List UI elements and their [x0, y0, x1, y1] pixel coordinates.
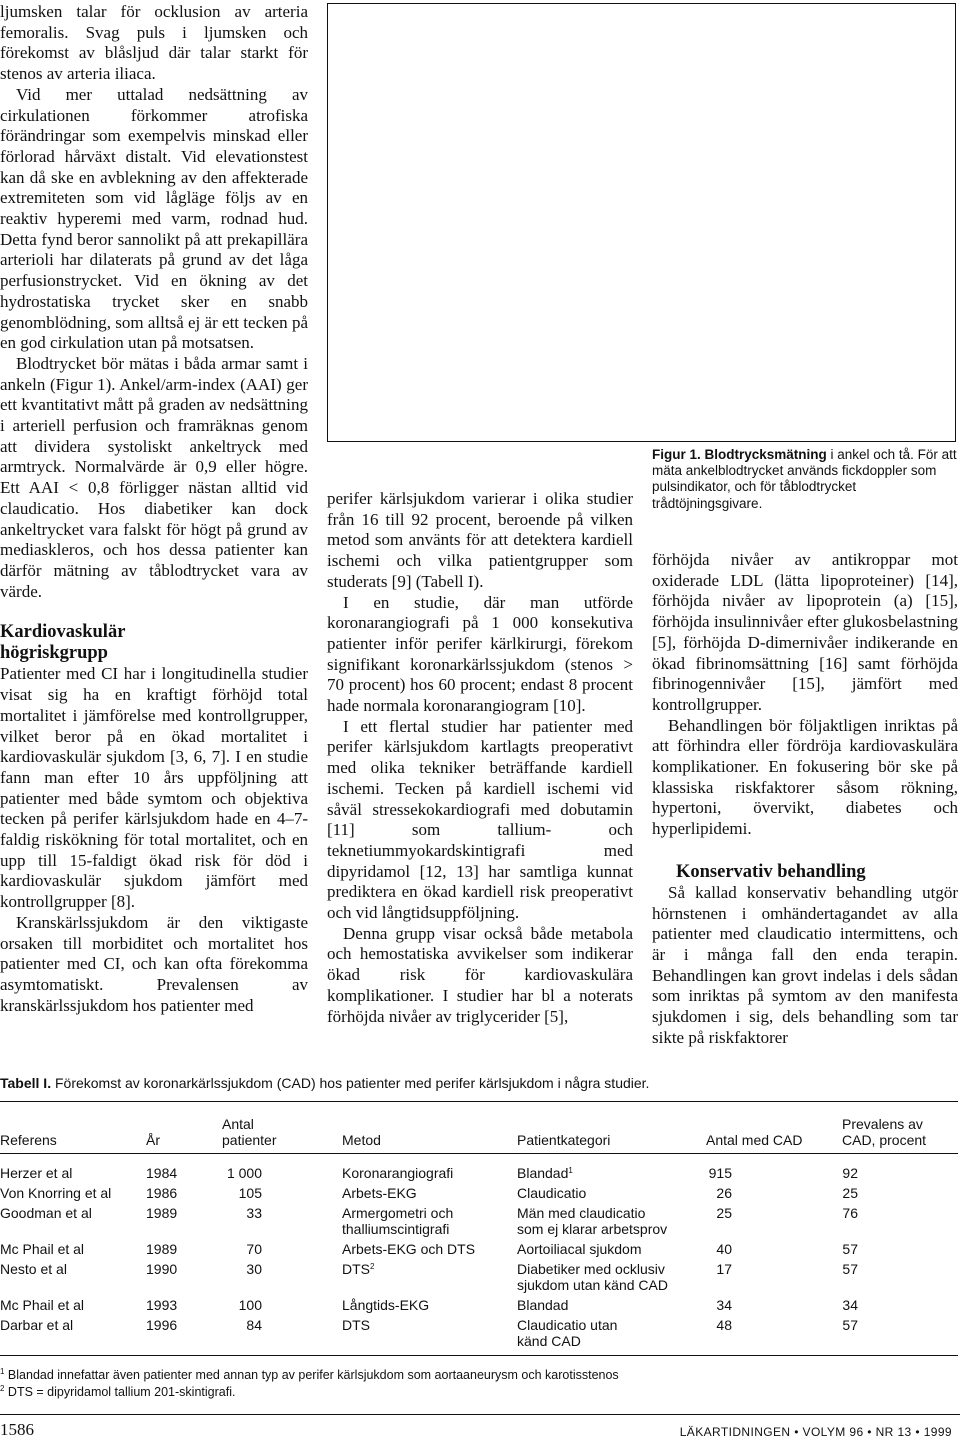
header-patientkategori: Patientkategori — [517, 1132, 611, 1148]
paragraph: perifer kärlsjukdom varierar i olika studier från 16 till 92 procent, beroende på vilken metod som använts för att detektera kardiell ischemi och vilka patientgrupper som studerats [9] (Tabell I). — [327, 489, 633, 591]
paragraph: förhöjda nivåer av antikroppar mot oxiderade LDL (lätta lipoproteiner) [14], förhöjda nivåer av lipoprotein (a) [15], förhöjda insulinnivåer efter glukosbelastning [5], förhöjda D-dimernivåer indikerande en ökad fibrinomsättning [16] samt förhöjda fibrinogennivåer [15], jämfört med kontrollgrupper. — [652, 550, 958, 714]
table-cell: 92 — [842, 1165, 858, 1181]
header-ar: År — [146, 1132, 160, 1148]
data-table — [0, 1075, 958, 1355]
footnote-text: Blandad innefattar även patienter med annan typ av perifer kärlsjukdom som aortaaneurysm och karotisstenos — [4, 1368, 619, 1382]
table-cell: Långtids-EKG — [342, 1297, 430, 1313]
table-caption-text: Förekomst av koronarkärlssjukdom (CAD) hos patienter med perifer kärlsjukdom i några studier. — [51, 1075, 650, 1091]
table-cell: 70 — [246, 1241, 262, 1257]
table-cell: 33 — [246, 1205, 262, 1221]
text-column-1 — [0, 2, 308, 1016]
table-cell: 84 — [246, 1317, 262, 1333]
table-cell: Nesto et al — [0, 1261, 67, 1277]
paragraph: ljumsken talar för ocklusion av arteria femoralis. Svag puls i ljumsken och förekomst av blåsljud där talar starkt för stenos av arteria iliaca. — [0, 2, 308, 84]
text-column-3 — [652, 550, 958, 1048]
footnote-2 — [0, 1384, 960, 1401]
table-cell: 1 000 — [226, 1165, 262, 1181]
table-cell: Blandad$^1$ — [517, 1165, 573, 1181]
figure-caption-title: Figur 1. Blodtrycksmätning — [652, 447, 827, 462]
footnote-text: DTS = dipyridamol tallium 201-skintigrafi. — [4, 1385, 236, 1399]
paragraph: Kranskärlssjukdom är den viktigaste orsaken till morbiditet och mortalitet hos patienter med CI, och kan ofta förekomma asymtomatiskt. Prevalensen av kranskärlssjukdom hos patienter med — [0, 912, 308, 1015]
footnote-mark: 1 — [0, 1367, 5, 1376]
table-cell: 105 — [238, 1185, 262, 1201]
table-cell: 26 — [716, 1185, 732, 1201]
figure-caption — [652, 447, 958, 512]
table-cell: 25 — [842, 1185, 858, 1201]
table-cell: 17 — [716, 1261, 732, 1277]
table-cell: 1989 — [146, 1205, 178, 1221]
table-cell: Goodman et al — [0, 1205, 92, 1221]
table-footnotes — [0, 1367, 960, 1401]
journal-footer: LÄKARTIDNINGEN • VOLYM 96 • NR 13 • 1999 — [679, 1425, 952, 1439]
paragraph: I ett flertal studier har patienter med perifer kärlsjukdom kartlagts preoperativt med olika tekniker beträffande kardiell ischemi. Tecken på kardiell ischemi vid såväl stressekokardiografi med dobutamin [11] som tallium- och teknetiummyokardskintigrafi med dipyridamol [12, 13] har samtliga kunnat prediktera en ökad kardiell risk preoperativt och vid långtidsuppföljning. — [327, 716, 633, 923]
paragraph: Patienter med CI har i longitudinella studier visat sig ha en kraftigt förhöjd total mortalitet i jämförelse med kontrollgrupper, vilket beror på en ökad mortalitet i kardiovaskulär sjukdom [3, 6, 7]. I en studie fann man efter 10 års uppföljning att patienter med både symtom och objektiva tecken på perifer kärlsjukdom hade en 4–7-faldig riskökning för total mortalitet, och en upp till 15-faldigt ökad risk för död i kardiovaskulär sjukdom jämfört med kontrollgrupper [8]. — [0, 664, 308, 912]
table-cell: Blandad — [517, 1297, 569, 1313]
table-cell: 1984 — [146, 1165, 178, 1181]
text-column-2 — [327, 489, 633, 1027]
table-cell: Arbets-EKG och DTS — [342, 1241, 476, 1257]
table-cell: Diabetiker med ocklusiv sjukdom utan känd CAD — [517, 1261, 668, 1293]
header-antal-med-cad: Antal med CAD — [706, 1132, 803, 1148]
table-cell: 57 — [842, 1261, 858, 1277]
footnote-ref: 1 — [568, 1166, 573, 1175]
table-cell: Arbets-EKG — [342, 1185, 417, 1201]
table-cell: 1993 — [146, 1297, 178, 1313]
table-cell: Armergometri och thalliumscintigrafi — [342, 1205, 454, 1237]
table-cell: 1989 — [146, 1241, 178, 1257]
table-caption-title: Tabell I. — [0, 1075, 52, 1091]
table-cell: 34 — [716, 1297, 732, 1313]
table-cell: Mc Phail et al — [0, 1241, 85, 1257]
header-metod: Metod — [342, 1132, 381, 1148]
table-cell: 915 — [708, 1165, 732, 1181]
table-cell: 100 — [238, 1297, 262, 1313]
table-cell: DTS — [342, 1317, 370, 1333]
table-cell: Claudicatio utan känd CAD — [517, 1317, 618, 1349]
table-cell: Män med claudicatio som ej klarar arbetsprov — [517, 1205, 668, 1237]
table-cell: Koronarangiografi — [342, 1165, 454, 1181]
table-cell: Mc Phail et al — [0, 1297, 85, 1313]
paragraph: Denna grupp visar också både metabola och hemostatiska avvikelser som indikerar ökad risk för kardiovaskulära komplikationer. I studier har bl a noterats förhöjda nivåer av triglycerider [5], — [327, 923, 633, 1026]
paragraph: Behandlingen bör följaktligen inriktas på att förhindra eller fördröja kardiovaskulära komplikationer. En fokusering bör ske på klassiska riskfaktorer såsom rökning, hypertoni, övervikt, diabetes och hyperlipidemi. — [652, 715, 958, 839]
table-cell: 57 — [842, 1241, 858, 1257]
figure-caption-text: i ankel och tå. För att mäta ankelblodtrycket används fickdoppler som pulsindikator, och för tåblodtrycket trådtöjningsgivare. — [652, 447, 957, 511]
table-cell: DTS$^2$ — [342, 1261, 375, 1277]
section-heading: Konservativ behandling — [676, 861, 866, 882]
section-heading: Kardiovaskulär högriskgrupp — [0, 622, 126, 664]
table-cell: Claudicatio — [517, 1185, 587, 1201]
table-cell: 1996 — [146, 1317, 178, 1333]
table-cell: Aortoiliacal sjukdom — [517, 1241, 642, 1257]
table-cell: 30 — [246, 1261, 262, 1277]
paragraph: Blodtrycket bör mätas i båda armar samt i ankeln (Figur 1). Ankel/arm-index (AAI) ger ett kvantitativt mått på graden av nedsättning i arteriell perfusion och framräknas genom att dividera systoliskt ankeltryck med armtryck. Normalvärde är 0,9 eller högre. Ett AAI < 0,8 förligger nästan alltid vid claudicatio. Hos diabetiker kan dock ankeltrycket vara falskt för högt på grund av mediaskleros, och hos dessa patienter kan därför mätning av tåblodtrycket vara av värde. — [0, 353, 308, 601]
footnote-mark: 2 — [0, 1384, 5, 1393]
footnote-1 — [0, 1367, 960, 1384]
paragraph: I en studie, där man utförde koronarangiografi på 1 000 konsekutiva patienter inför perifer kärlkirurgi, förekom signifikant koronarkärlssjukdom (stenos > 70 procent) hos 60 procent; endast 8 procent hade normala koronarangiogram [10]. — [327, 592, 633, 716]
table-cell: 57 — [842, 1317, 858, 1333]
header-prevalens: Prevalens av CAD, procent — [842, 1116, 927, 1148]
table-cell: 34 — [842, 1297, 858, 1313]
paragraph: Så kallad konservativ behandling utgör hörnstenen i omhändertagandet av alla patienter med claudicatio intermittens, och är i många fall den enda terapin. Behandlingen kan grovt indelas i dels sådan som inriktas på symtom av den manifesta sjukdomen i sig, dels behandling som tar sikte på riskfaktorer — [652, 882, 958, 1047]
table-cell: Darbar et al — [0, 1317, 74, 1333]
table-cell: 1986 — [146, 1185, 178, 1201]
footer-rule — [0, 1414, 960, 1415]
page-number: 1586 — [0, 1420, 34, 1439]
table-cell: 1990 — [146, 1261, 178, 1277]
table-cell: Von Knorring et al — [0, 1185, 112, 1201]
table-cell: 76 — [842, 1205, 858, 1221]
table-cell: 25 — [716, 1205, 732, 1221]
header-referens: Referens — [0, 1132, 57, 1148]
paragraph: Vid mer uttalad nedsättning av cirkulationen förkommer atrofiska förändringar som exempelvis minskad eller förlorad hårväxt distalt. Vid elevationstest kan då ske en avblekning av den affekterade extremiteten som vid lågläge följs av en reaktiv hyperemi med varm, rodnad hud. Detta fynd beror sannolikt på att prekapillära arterioli har dilaterats på grund av det låga perfusionstrycket. Vid en ökning av det hydrostatiska trycket sker en snabb genomblödning, som alltså ej är ett tecken på en god cirkulation utan på motsatsen. — [0, 84, 308, 353]
table-cell: Herzer et al — [0, 1165, 73, 1181]
table-cell: 48 — [716, 1317, 732, 1333]
header-antal-patienter: Antal patienter — [222, 1116, 277, 1148]
figure-1-image — [327, 3, 956, 442]
table-cell: 40 — [716, 1241, 732, 1257]
footnote-ref: 2 — [370, 1262, 375, 1271]
table-rule — [0, 1355, 958, 1356]
